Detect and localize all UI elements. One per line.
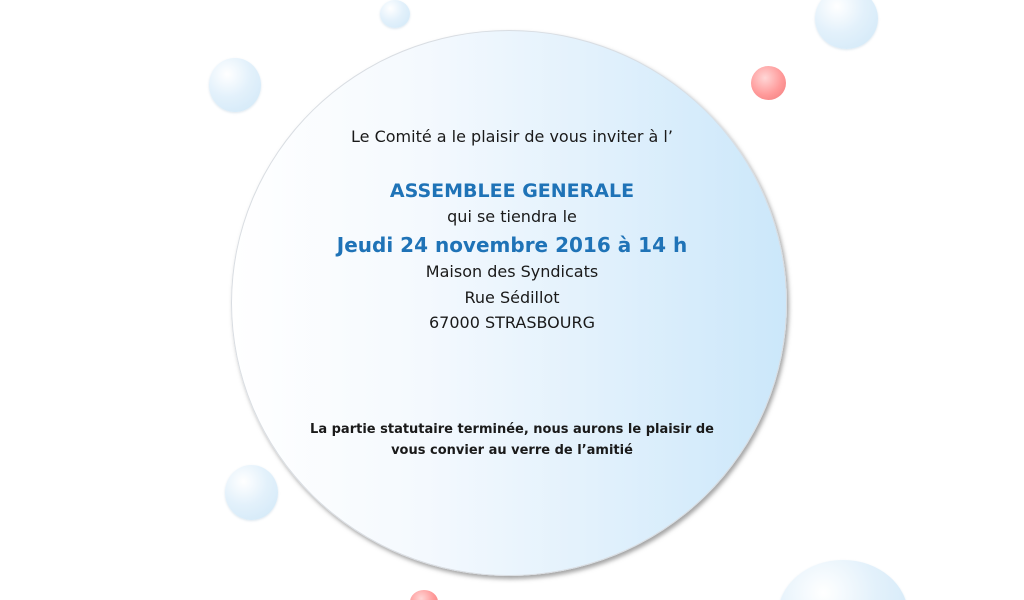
decorative-bubble [815,0,878,49]
event-connector: qui se tiendra le [447,207,577,226]
venue-street: Rue Sédillot [464,288,560,307]
venue-name: Maison des Syndicats [425,262,599,281]
event-date-time: Jeudi 24 novembre 2016 à 14 h [336,233,688,257]
venue-city: 67000 STRASBOURG [429,313,595,332]
closing-note-line-1: La partie statutaire terminée, nous aurons le plaisir de [310,422,714,437]
decorative-bubble [225,465,278,520]
event-title: ASSEMBLEE GENERALE [389,180,635,202]
decorative-bubble-red [751,66,786,100]
decorative-bubble-red [410,590,438,600]
decorative-bubble [380,0,410,28]
decorative-bubble [778,560,908,600]
decorative-bubble [209,58,261,112]
invitation-intro: Le Comité a le plaisir de vous inviter à l’ [351,127,673,146]
closing-note-line-2: vous convier au verre de l’amitié [391,443,633,458]
